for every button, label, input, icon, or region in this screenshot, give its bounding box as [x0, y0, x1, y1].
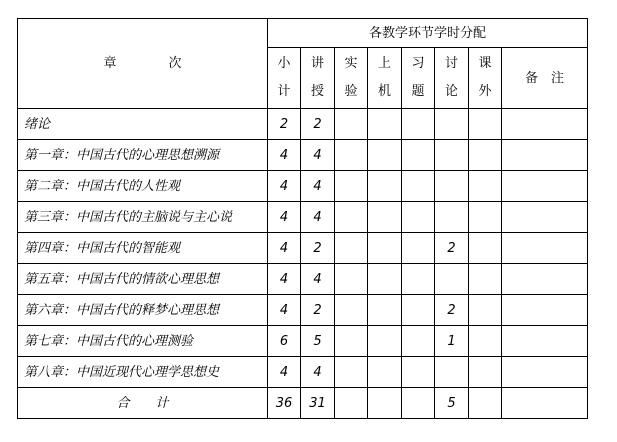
hours-cell	[268, 233, 301, 264]
hours-value: 2	[313, 302, 322, 318]
total-hours-cell	[402, 388, 435, 419]
column-header-extracurricular	[469, 48, 502, 109]
column-header-bottom: 验	[344, 84, 358, 99]
chapter-name: 绪论	[24, 116, 51, 132]
total-hours-cell	[368, 388, 402, 419]
hours-cell	[268, 109, 301, 140]
hours-value: 4	[279, 147, 289, 163]
hours-cell	[268, 171, 301, 202]
chapter-name-cell	[18, 140, 268, 171]
hours-cell	[335, 171, 368, 202]
hours-cell	[402, 202, 435, 233]
total-label-cell	[18, 388, 268, 419]
hours-value: 4	[313, 271, 322, 287]
total-label: 合 计	[116, 395, 169, 411]
hours-cell	[469, 202, 502, 233]
total-hours-value: 31	[309, 395, 326, 411]
hours-cell	[301, 202, 335, 233]
hours-value: 4	[279, 240, 289, 256]
hours-cell	[435, 357, 469, 388]
hours-value: 5	[313, 333, 322, 349]
hours-value: 1	[447, 333, 456, 349]
hours-cell	[368, 357, 402, 388]
hours-cell	[301, 233, 335, 264]
notes-cell	[502, 202, 588, 233]
total-hours-value: 36	[275, 395, 293, 411]
hours-cell	[335, 202, 368, 233]
hours-value: 2	[279, 116, 289, 132]
hours-cell	[435, 264, 469, 295]
column-header-exercises	[402, 48, 435, 109]
column-header-notes	[502, 48, 588, 109]
total-row	[18, 388, 588, 419]
hours-cell	[435, 233, 469, 264]
total-hours-cell	[335, 388, 368, 419]
course-hours-table	[17, 18, 588, 419]
hours-cell	[368, 326, 402, 357]
hours-cell	[268, 357, 301, 388]
column-header-top: 讲	[310, 56, 324, 71]
hours-cell	[402, 233, 435, 264]
hours-cell	[469, 264, 502, 295]
total-hours-cell	[301, 388, 335, 419]
hours-cell	[469, 233, 502, 264]
table-row	[18, 326, 588, 357]
chapter-name: 第五章：中国古代的情欲心理思想	[24, 271, 220, 287]
hours-cell	[469, 357, 502, 388]
hours-value: 2	[313, 116, 322, 132]
chapter-column-label: 章 次	[103, 56, 182, 71]
chapter-name: 第三章：中国古代的主脑说与主心说	[24, 209, 233, 225]
total-hours-cell	[268, 388, 301, 419]
column-header-bottom: 题	[411, 84, 425, 99]
table-row	[18, 171, 588, 202]
hours-cell	[435, 295, 469, 326]
hours-cell	[469, 295, 502, 326]
hours-cell	[335, 295, 368, 326]
chapter-name-cell	[18, 109, 268, 140]
hours-cell	[268, 326, 301, 357]
hours-value: 2	[447, 240, 456, 256]
hours-cell	[301, 264, 335, 295]
column-header-lecture	[301, 48, 335, 109]
hours-cell	[435, 171, 469, 202]
hours-cell	[335, 233, 368, 264]
hours-cell	[335, 264, 368, 295]
chapter-column-header	[18, 19, 268, 109]
hours-value: 4	[313, 364, 322, 380]
hours-cell	[402, 140, 435, 171]
hours-cell	[402, 109, 435, 140]
hours-cell	[402, 171, 435, 202]
hours-cell	[368, 140, 402, 171]
table-row	[18, 109, 588, 140]
column-header-top: 课	[478, 56, 492, 71]
hours-cell	[402, 264, 435, 295]
chapter-name-cell	[18, 171, 268, 202]
hours-cell	[335, 109, 368, 140]
notes-cell	[502, 109, 588, 140]
hours-value: 4	[313, 178, 322, 194]
notes-cell	[502, 233, 588, 264]
table-row	[18, 202, 588, 233]
table-row	[18, 233, 588, 264]
hours-cell	[301, 140, 335, 171]
hours-cell	[335, 140, 368, 171]
chapter-name: 第一章：中国古代的心理思想溯源	[24, 147, 220, 163]
table-row	[18, 264, 588, 295]
hours-value: 2	[313, 240, 322, 256]
hours-cell	[368, 171, 402, 202]
notes-cell	[502, 171, 588, 202]
hours-cell	[469, 326, 502, 357]
notes-cell	[502, 140, 588, 171]
column-header-experiment	[335, 48, 368, 109]
column-header-top: 小	[277, 56, 291, 71]
notes-cell	[502, 326, 588, 357]
column-header-bottom: 授	[310, 84, 324, 99]
table-row	[18, 140, 588, 171]
total-notes-cell	[502, 388, 588, 419]
column-header-top: 习	[411, 56, 425, 71]
hours-cell	[335, 326, 368, 357]
chapter-name: 第四章：中国古代的智能观	[24, 240, 181, 256]
chapter-name-cell	[18, 264, 268, 295]
column-header-subtotal	[268, 48, 301, 109]
hours-value: 4	[313, 209, 322, 225]
notes-cell	[502, 295, 588, 326]
hours-cell	[301, 357, 335, 388]
column-header-top: 实	[344, 56, 358, 71]
hours-cell	[268, 295, 301, 326]
notes-cell	[502, 264, 588, 295]
hours-cell	[301, 326, 335, 357]
hours-cell	[469, 171, 502, 202]
hours-cell	[268, 140, 301, 171]
hours-value: 4	[279, 178, 289, 194]
column-header-computer	[368, 48, 402, 109]
hours-cell	[268, 202, 301, 233]
hours-cell	[268, 264, 301, 295]
chapter-name: 第六章：中国古代的释梦心理思想	[24, 302, 220, 318]
table-row	[18, 295, 588, 326]
chapter-name: 第二章：中国古代的人性观	[24, 178, 181, 194]
chapter-name-cell	[18, 326, 268, 357]
hours-value: 4	[279, 302, 289, 318]
hours-cell	[368, 202, 402, 233]
hours-value: 4	[279, 209, 289, 225]
hours-cell	[368, 233, 402, 264]
chapter-name-cell	[18, 357, 268, 388]
hours-cell	[435, 140, 469, 171]
hours-value: 4	[279, 271, 289, 287]
chapter-name: 第八章：中国近现代心理学思想史	[24, 364, 220, 380]
total-hours-cell	[469, 388, 502, 419]
header-row-group	[18, 19, 588, 48]
column-header-bottom: 论	[444, 84, 458, 99]
hours-cell	[368, 264, 402, 295]
notes-cell	[502, 357, 588, 388]
chapter-name-cell	[18, 295, 268, 326]
hours-allocation-label: 各教学环节学时分配	[368, 25, 486, 41]
hours-cell	[301, 171, 335, 202]
total-hours-cell	[435, 388, 469, 419]
hours-allocation-header	[268, 19, 588, 48]
hours-cell	[402, 357, 435, 388]
hours-value: 2	[447, 302, 456, 318]
hours-cell	[402, 326, 435, 357]
hours-cell	[435, 202, 469, 233]
notes-column-label: 备 注	[524, 70, 564, 86]
table-row	[18, 357, 588, 388]
hours-cell	[301, 295, 335, 326]
hours-cell	[335, 357, 368, 388]
hours-cell	[469, 109, 502, 140]
column-header-top: 上	[377, 56, 391, 71]
hours-cell	[301, 109, 335, 140]
hours-value: 4	[279, 364, 289, 380]
hours-cell	[435, 109, 469, 140]
chapter-name-cell	[18, 202, 268, 233]
hours-value: 6	[279, 333, 289, 349]
chapter-name-cell	[18, 233, 268, 264]
column-header-discussion	[435, 48, 469, 109]
hours-cell	[368, 295, 402, 326]
column-header-top: 讨	[444, 56, 458, 71]
column-header-bottom: 机	[377, 84, 391, 99]
hours-cell	[368, 109, 402, 140]
column-header-bottom: 计	[277, 84, 291, 99]
hours-cell	[469, 140, 502, 171]
column-header-bottom: 外	[478, 84, 492, 99]
hours-cell	[435, 326, 469, 357]
chapter-name: 第七章：中国古代的心理测验	[24, 333, 194, 349]
total-hours-value: 5	[447, 395, 456, 411]
hours-cell	[402, 295, 435, 326]
hours-value: 4	[313, 147, 322, 163]
